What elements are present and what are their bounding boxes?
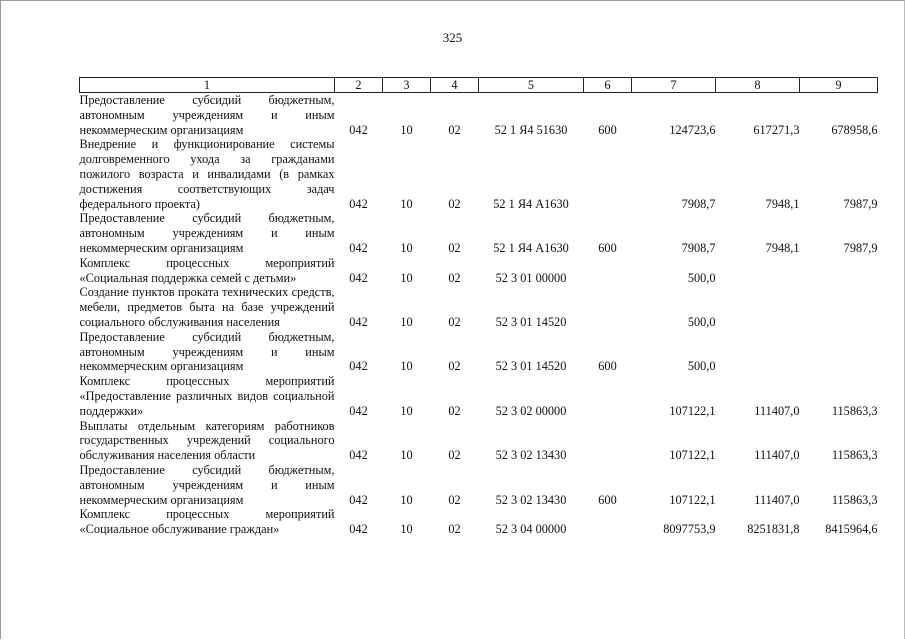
- row-name: Предоставление субсидий бюджетным, автономным учреждениям и иным некоммерческим организациям: [79, 329, 335, 374]
- row-amount-year2: 8251831,8: [747, 522, 800, 537]
- row-subsection: 02: [448, 448, 461, 463]
- row-amount-year3: 115863,3: [831, 492, 878, 507]
- table-row: [80, 463, 878, 507]
- row-subsection: 02: [448, 240, 461, 255]
- row-name: Выплаты отдельным категориям работников государственных учреждений социального обслуживания населения области: [79, 418, 335, 463]
- row-subsection: 02: [448, 492, 461, 507]
- row-admin-code: 042: [349, 122, 368, 137]
- table-row: [80, 330, 878, 374]
- row-amount-year2: 111407,0: [754, 492, 800, 507]
- row-expense-type: [584, 374, 632, 418]
- row-expense-type: [584, 137, 632, 211]
- row-amount-year2: 7948,1: [765, 240, 800, 255]
- row-admin-code: 042: [349, 448, 368, 463]
- row-amount-year1: 500,0: [687, 314, 716, 329]
- row-name: Предоставление субсидий бюджетным, автономным учреждениям и иным некоммерческим организациям: [79, 93, 335, 137]
- row-name: Предоставление субсидий бюджетным, автономным учреждениям и иным некоммерческим организациям: [79, 211, 335, 255]
- row-amount-year2: [716, 285, 800, 329]
- col-header-8: 8: [716, 78, 800, 93]
- col-header-2: 2: [335, 78, 383, 93]
- table-row: [80, 507, 878, 537]
- table-row: [80, 374, 878, 418]
- row-subsection: 02: [448, 270, 461, 285]
- row-admin-code: 042: [349, 492, 368, 507]
- page-number: 325: [442, 30, 463, 45]
- row-amount-year2: 111407,0: [754, 448, 800, 463]
- row-subsection: 02: [448, 359, 461, 374]
- row-amount-year1: 107122,1: [669, 448, 716, 463]
- row-expense-type: [584, 285, 632, 329]
- row-amount-year1: 500,0: [687, 359, 716, 374]
- row-section: 10: [400, 359, 413, 374]
- row-section: 10: [400, 196, 413, 211]
- row-target-article: 52 1 Я4 51630: [494, 122, 568, 137]
- row-expense-type: [584, 256, 632, 286]
- row-name: Комплекс процессных мероприятий «Социальное обслуживание граждан»: [79, 507, 335, 537]
- row-target-article: 52 1 Я4 А1630: [493, 196, 569, 211]
- row-target-article: 52 3 01 14520: [495, 359, 567, 374]
- row-amount-year3: [800, 330, 878, 374]
- row-amount-year1: 500,0: [687, 270, 716, 285]
- row-admin-code: 042: [349, 522, 368, 537]
- row-amount-year3: [800, 285, 878, 329]
- row-amount-year1: 107122,1: [669, 492, 716, 507]
- row-admin-code: 042: [349, 314, 368, 329]
- row-amount-year2: 7948,1: [765, 196, 800, 211]
- table-row: [80, 93, 878, 138]
- row-admin-code: 042: [349, 270, 368, 285]
- row-target-article: 52 3 02 13430: [495, 448, 567, 463]
- row-name: Внедрение и функционирование системы долговременного ухода за гражданами пожилого возраста и инвалидами (в рамках достижения соответствующих задач федерального проекта): [79, 137, 335, 211]
- row-amount-year1: 107122,1: [669, 403, 716, 418]
- row-expense-type: 600: [598, 240, 617, 255]
- row-section: 10: [400, 492, 413, 507]
- row-amount-year3: 115863,3: [831, 403, 878, 418]
- row-expense-type: [584, 419, 632, 463]
- row-subsection: 02: [448, 522, 461, 537]
- row-amount-year2: [716, 330, 800, 374]
- col-header-1: 1: [80, 78, 335, 93]
- col-header-5: 5: [479, 78, 584, 93]
- row-admin-code: 042: [349, 196, 368, 211]
- table-row: [80, 211, 878, 255]
- row-expense-type: 600: [598, 122, 617, 137]
- table-row: [80, 285, 878, 329]
- table-row: [80, 256, 878, 286]
- col-header-3: 3: [383, 78, 431, 93]
- row-admin-code: 042: [349, 403, 368, 418]
- col-header-9: 9: [800, 78, 878, 93]
- row-subsection: 02: [448, 122, 461, 137]
- row-target-article: 52 3 01 14520: [495, 314, 567, 329]
- row-subsection: 02: [448, 403, 461, 418]
- row-target-article: 52 3 04 00000: [495, 522, 567, 537]
- row-name: Комплекс процессных мероприятий «Предоставление различных видов социальной поддержки»: [79, 374, 335, 418]
- row-amount-year2: 111407,0: [754, 403, 800, 418]
- row-amount-year2: [716, 256, 800, 286]
- row-admin-code: 042: [349, 359, 368, 374]
- row-section: 10: [400, 122, 413, 137]
- row-expense-type: 600: [598, 492, 617, 507]
- row-section: 10: [400, 448, 413, 463]
- row-subsection: 02: [448, 196, 461, 211]
- row-amount-year1: 124723,6: [669, 122, 716, 137]
- col-header-6: 6: [584, 78, 632, 93]
- row-target-article: 52 3 01 00000: [495, 270, 567, 285]
- row-amount-year3: 8415964,6: [825, 522, 878, 537]
- row-amount-year3: 678958,6: [831, 122, 878, 137]
- row-expense-type: [584, 507, 632, 537]
- budget-table: [79, 77, 878, 537]
- row-amount-year3: 115863,3: [831, 448, 878, 463]
- row-target-article: 52 3 02 00000: [495, 403, 567, 418]
- table-body: [80, 93, 878, 537]
- row-section: 10: [400, 240, 413, 255]
- row-amount-year3: 7987,9: [843, 196, 878, 211]
- table-row: [80, 137, 878, 211]
- row-amount-year3: [800, 256, 878, 286]
- col-header-4: 4: [431, 78, 479, 93]
- row-target-article: 52 3 02 13430: [495, 492, 567, 507]
- row-subsection: 02: [448, 314, 461, 329]
- row-amount-year1: 7908,7: [681, 196, 716, 211]
- header-row: [80, 78, 878, 93]
- row-amount-year1: 8097753,9: [663, 522, 716, 537]
- row-name: Предоставление субсидий бюджетным, автономным учреждениям и иным некоммерческим организациям: [79, 462, 335, 507]
- row-section: 10: [400, 314, 413, 329]
- row-section: 10: [400, 270, 413, 285]
- row-name: Комплекс процессных мероприятий «Социальная поддержка семей с детьми»: [79, 255, 335, 285]
- row-admin-code: 042: [349, 240, 368, 255]
- col-header-7: 7: [632, 78, 716, 93]
- row-name: Создание пунктов проката технических средств, мебели, предметов быта на базе учреждений социального обслуживания населения: [79, 285, 335, 329]
- row-section: 10: [400, 522, 413, 537]
- row-amount-year1: 7908,7: [681, 240, 716, 255]
- row-amount-year2: 617271,3: [753, 122, 800, 137]
- table-row: [80, 419, 878, 463]
- row-target-article: 52 1 Я4 А1630: [493, 240, 569, 255]
- row-amount-year3: 7987,9: [843, 240, 878, 255]
- row-section: 10: [400, 403, 413, 418]
- row-expense-type: 600: [598, 359, 617, 374]
